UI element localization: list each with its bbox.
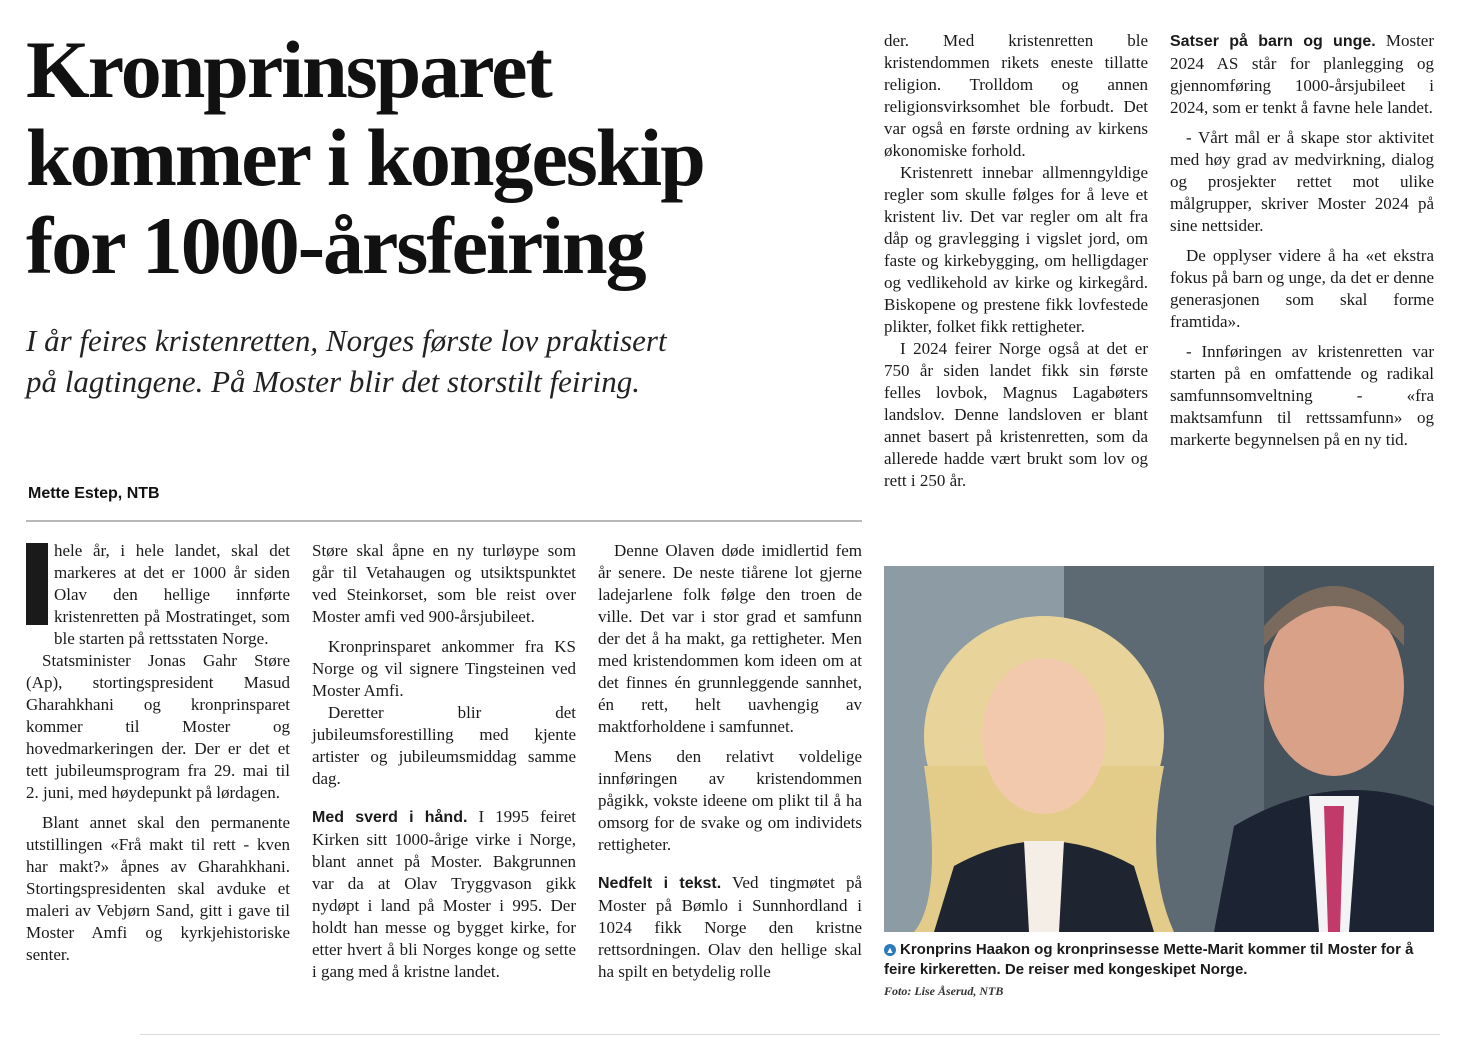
paragraph-text: Moster 2024 AS står for planlegging og gjennomføring 1000-årsjubileet i 2024, som er tenkt å favne hele landet.	[1170, 31, 1434, 117]
article-column-4	[884, 30, 1148, 492]
article-column-2	[312, 540, 576, 983]
section-paragraph	[312, 806, 576, 983]
opening-paragraph	[26, 540, 290, 650]
arrow-up-icon: ▲	[885, 945, 895, 955]
divider	[26, 520, 862, 522]
lead-line: I år feires kristenretten, Norges første lov praktisert	[26, 323, 667, 358]
article-column-1	[26, 540, 290, 966]
lead-paragraph	[26, 320, 786, 402]
lead-line: på lagtingene. På Moster blir det storstilt feiring.	[26, 364, 640, 399]
paragraph: I 2024 feirer Norge også at det er 750 år siden landet fikk sin første felles lovbok, Magnus Lagabøters landslov. Denne landsloven er blant annet basert på kristenretten, som da allerede hadde vært brukt som lov og rett i 250 år.	[884, 339, 1148, 490]
paragraph-text: Ved tingmøtet på Moster på Bømlo i Sunnhordland i 1024 fikk Norge den kristne rettsordningen. Olav den hellige skal ha spilt en betydelig rolle	[598, 873, 863, 981]
article-column-5	[1170, 30, 1434, 451]
paragraph: Deretter blir det jubileumsforestilling med kjente artister og jubileumsmiddag samme dag.	[312, 703, 576, 788]
paragraph: Kristenrett innebar allmenngyldige regler som skulle følges for å leve et kristent liv. Det var regler om alt fra dåp og gravlegging i vigslet jord, om faste og kirkebygging, om helligdager og vedlikehold av kirke og kirkegård. Biskopene og prestene fikk lovfestede plikter, folket fikk rettigheter.	[884, 163, 1148, 336]
section-paragraph	[598, 872, 862, 983]
photo-credit: Foto: Lise Åserud, NTB	[884, 984, 1004, 998]
byline: Mette Estep, NTB	[28, 485, 160, 502]
paragraph: Denne Olaven døde imidlertid fem år senere. De neste tiårene lot gjerne ladejarlene folk følge den troen de ville. Det var i stor grad et samfunn der det å ha makt, ga rettigheter. Men med kristendommen kom ideen om at det finnes én grunnleggende sannhet, én rett, helt uavhengig av maktforholdene i samfunnet.	[598, 541, 862, 736]
photo-illustration	[884, 566, 1434, 932]
section-label: Satser på barn og unge.	[1170, 33, 1376, 50]
paragraph: Kronprinsparet ankommer fra KS Norge og vil signere Tingsteinen ved Moster Amfi.	[312, 637, 576, 700]
photo-caption	[884, 940, 1444, 980]
article-column-3	[598, 540, 862, 983]
paragraph: - Innføringen av kristenretten var starten på en omfattende og radikal samfunnsomveltning - «fra maktsamfunn til rettssamfunn» og markerte begynnelsen på en ny tid.	[1170, 342, 1434, 449]
paragraph: der. Med kristenretten ble kristendommen rikets eneste tillatte religion. Trolldom og annen religionsvirksomhet ble forbudt. Det var også en første ordning av kirkens økonomiske forhold.	[884, 31, 1148, 160]
paragraph-text: hele år, i hele landet, skal det markeres at det er 1000 år siden Olav den hellige innførte kristenretten på Mostratinget, som ble starten på rettsstaten Norge.	[54, 541, 290, 648]
page-divider	[140, 1034, 1440, 1035]
paragraph: - Vårt mål er å skape stor aktivitet med høy grad av medvirkning, dialog og prosjekter rettet mot ulike målgrupper, skriver Moster 2024 på sine nettsider.	[1170, 128, 1434, 235]
paragraph: Mens den relativt voldelige innføringen av kristendommen pågikk, vokste ideene om plikt til å ha omsorg for de svake og om individets rettigheter.	[598, 747, 862, 854]
paragraph: Statsminister Jonas Gahr Støre (Ap), stortingspresident Masud Gharahkhani og kronprinsparet kommer til Moster og hovedmarkeringen der. Der er det et tett jubileumsprogram fra 29. mai til 2. juni, med høydepunkt på lørdagen.	[26, 651, 290, 802]
paragraph: De opplyser videre å ha «et ekstra fokus på barn og unge, da det er denne generasjonen som skal forme framtida».	[1170, 246, 1434, 331]
paragraph: Blant annet skal den permanente utstillingen «Frå makt til rett - kven har makt?» åpnes av Gharahkhani. Stortingspresidenten skal avduke et maleri av Vebjørn Sand, gitt i gave til Moster Amfi og kyrkjehistoriske senter.	[26, 813, 290, 964]
headline-line: kommer i kongeskip	[26, 112, 704, 203]
news-photo	[884, 566, 1434, 932]
headline-line: for 1000-årsfeiring	[26, 200, 645, 291]
paragraph-text: I 1995 feiret Kirken sitt 1000-årige virke i Norge, blant annet på Moster. Bakgrunnen var da at Olav Tryggvason gikk nydøpt i land på Moster i 995. Der holdt han messe og bygget kirke, for etter hvert å bli Norges konge og sette i gang med å kristne landet.	[312, 807, 576, 981]
paragraph: Støre skal åpne en ny turløype som går til Vetahaugen og utsiktspunktet ved Steinkorset, som ble reist over Moster amfi ved 900-årsjubileet.	[312, 541, 576, 626]
headline-line: Kronprinsparet	[26, 24, 551, 115]
section-paragraph	[1170, 30, 1434, 119]
section-label: Nedfelt i tekst.	[598, 875, 722, 892]
section-label: Med sverd i hånd.	[312, 809, 468, 826]
dropcap	[26, 543, 48, 625]
headline	[26, 26, 866, 290]
caption-text: Kronprins Haakon og kronprinsesse Mette-Marit kommer til Moster for å feire kirkeretten. De reiser med kongeskipet Norge.	[884, 941, 1414, 978]
